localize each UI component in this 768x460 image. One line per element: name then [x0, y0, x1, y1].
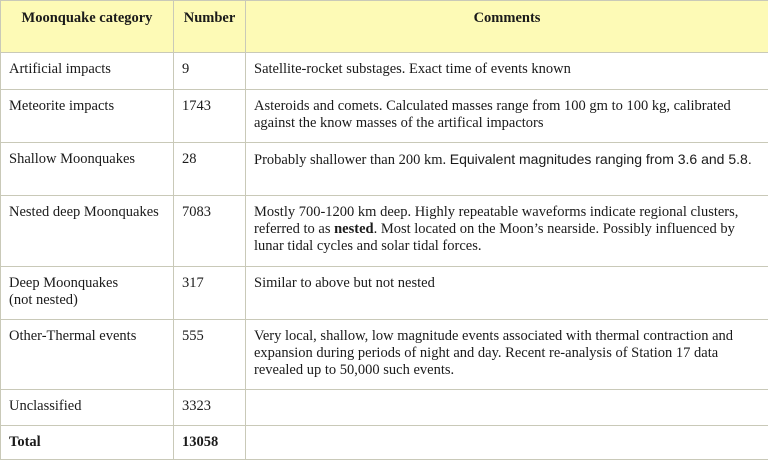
comment-text: Mostly 700-1200 km deep. Highly repeatable waveforms indicate regional clusters, referred to as [254, 204, 738, 237]
number-cell: 7083 [174, 196, 246, 267]
comment-cell [246, 196, 768, 267]
table-row [1, 196, 768, 267]
comment-text: . Most located on the Moon’s nearside. Possibly influenced by lunar tidal cycles and solar tidal forces. [254, 221, 735, 254]
table-row [1, 267, 768, 320]
comment-text: Probably shallower than 200 km. [254, 152, 450, 168]
table-header-row [1, 1, 768, 53]
table-row [1, 143, 768, 196]
comment-cell: Satellite-rocket substages. Exact time of events known [246, 53, 768, 90]
category-cell: Artificial impacts [1, 53, 174, 90]
number-cell: 555 [174, 320, 246, 390]
category-cell: Other-Thermal events [1, 320, 174, 390]
table-row [1, 320, 768, 390]
number-cell: 28 [174, 143, 246, 196]
total-comment [246, 426, 768, 460]
header-category: Moonquake category [1, 1, 174, 53]
category-cell: Nested deep Moonquakes [1, 196, 174, 267]
total-row [1, 426, 768, 460]
number-cell: 317 [174, 267, 246, 320]
number-cell: 1743 [174, 90, 246, 143]
comment-text-sans: Equivalent magnitudes ranging from 3.6 and 5.8. [450, 151, 752, 167]
comment-cell [246, 390, 768, 426]
category-line: (not nested) [9, 292, 78, 308]
table-row [1, 53, 768, 90]
total-number: 13058 [174, 426, 246, 460]
category-cell: Unclassified [1, 390, 174, 426]
table-row [1, 390, 768, 426]
comment-cell: Asteroids and comets. Calculated masses range from 100 gm to 100 kg, calibrated against the know masses of the artifical impactors [246, 90, 768, 143]
comment-cell: Very local, shallow, low magnitude events associated with thermal contraction and expansion during periods of night and day. Recent re-analysis of Station 17 data revealed up to 50,000 such events. [246, 320, 768, 390]
category-line: Deep Moonquakes [9, 275, 118, 291]
category-cell [1, 267, 174, 320]
comment-cell [246, 143, 768, 196]
category-cell: Meteorite impacts [1, 90, 174, 143]
number-cell: 3323 [174, 390, 246, 426]
header-comments: Comments [246, 1, 768, 53]
comment-cell: Similar to above but not nested [246, 267, 768, 320]
total-label: Total [1, 426, 174, 460]
comment-bold-term: nested [334, 221, 373, 237]
header-number: Number [174, 1, 246, 53]
category-cell: Shallow Moonquakes [1, 143, 174, 196]
table-row [1, 90, 768, 143]
number-cell: 9 [174, 53, 246, 90]
